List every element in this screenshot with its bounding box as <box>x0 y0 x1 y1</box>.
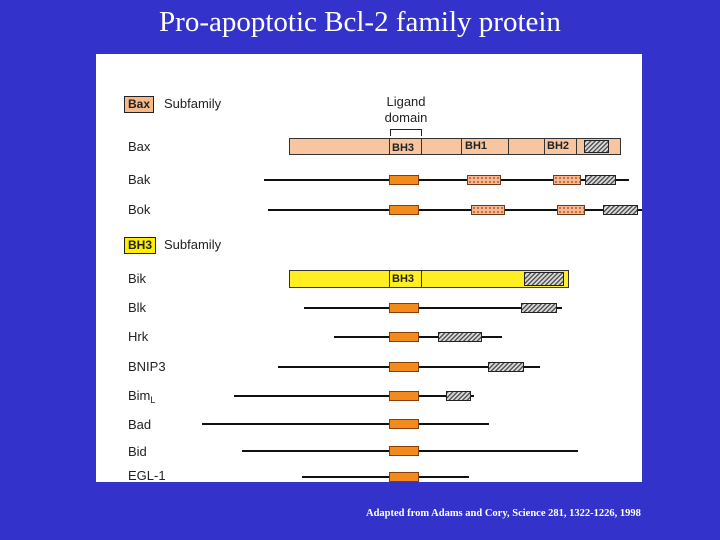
bh3-domain-label: BH3 <box>392 142 415 154</box>
bok-bh2-domain <box>557 205 585 215</box>
egl1-bh3-domain <box>389 472 419 482</box>
bok-bh1-domain <box>471 205 505 215</box>
protein-label-bik: Bik <box>128 271 147 286</box>
bok-tm-domain <box>603 205 638 215</box>
bax-tm-domain <box>584 140 609 153</box>
bim-chain <box>234 395 474 397</box>
protein-label-egl1: EGL-1 <box>128 468 166 482</box>
bnip3-bh3-domain <box>389 362 419 372</box>
bid-bh3-domain <box>389 446 419 456</box>
bik-tm-domain <box>524 272 564 286</box>
ligand-domain-bracket <box>390 129 422 136</box>
hrk-bh3-domain <box>389 332 419 342</box>
bax-subfamily-tag: Bax <box>124 96 154 113</box>
bak-bh2-domain <box>553 175 581 185</box>
bak-bh3-domain <box>389 175 419 185</box>
bad-bh3-domain <box>389 419 419 429</box>
protein-label-bak: Bak <box>128 172 151 187</box>
blk-tm-domain <box>521 303 557 313</box>
bh1-domain-label: BH1 <box>465 140 488 152</box>
ligand-domain-label: Ligand domain <box>384 94 428 125</box>
protein-label-bok: Bok <box>128 202 151 217</box>
bok-bh3-domain <box>389 205 419 215</box>
bnip3-tm-domain <box>488 362 524 372</box>
protein-label-bax: Bax <box>128 139 151 154</box>
egl1-chain <box>302 476 469 478</box>
bim-bh3-domain <box>389 391 419 401</box>
citation: Adapted from Adams and Cory, Science 281, 1322-1226, 1998 <box>366 508 641 519</box>
protein-label-hrk: Hrk <box>128 329 149 344</box>
protein-label-bad: Bad <box>128 417 152 432</box>
protein-label-bnip3: BNIP3 <box>128 359 166 374</box>
protein-label-bid: Bid <box>128 444 147 459</box>
protein-label-bim: Bim$_L$ <box>128 388 156 405</box>
bh3-subfamily-tag: BH3 <box>124 237 156 254</box>
bh2-domain-label: BH2 <box>547 140 570 152</box>
bim-tm-domain <box>446 391 471 401</box>
slide-title: Pro-apoptotic Bcl-2 family protein <box>159 6 561 38</box>
bax-subfamily-label: Subfamily <box>164 96 222 111</box>
blk-bh3-domain <box>389 303 419 313</box>
domain-diagram <box>96 54 642 482</box>
bak-bh1-domain <box>467 175 501 185</box>
protein-label-blk: Blk <box>128 300 147 315</box>
bok-chain <box>268 209 642 211</box>
hrk-tm-domain <box>438 332 482 342</box>
bak-tm-domain <box>585 175 616 185</box>
bad-chain <box>202 423 489 425</box>
bik-bh3-label: BH3 <box>392 273 415 285</box>
bh3-subfamily-label: Subfamily <box>164 237 222 252</box>
